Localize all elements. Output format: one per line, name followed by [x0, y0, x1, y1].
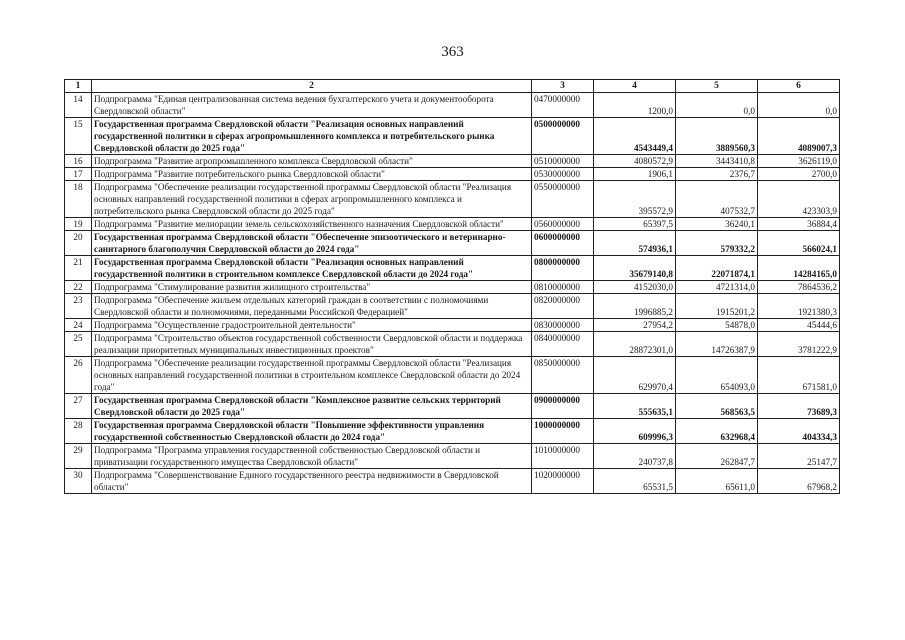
row-number: 20	[65, 231, 92, 256]
amount-col-6: 73689,3	[758, 394, 840, 419]
table-body	[65, 93, 840, 494]
amount-col-4: 35679140,8	[594, 256, 676, 281]
table-row	[65, 294, 840, 319]
target-code: 0830000000	[532, 319, 594, 332]
amount-col-6: 671581,0	[758, 357, 840, 394]
amount-col-6: 1921380,3	[758, 294, 840, 319]
table-row	[65, 155, 840, 168]
amount-col-5: 654093,0	[676, 357, 758, 394]
target-code: 0850000000	[532, 357, 594, 394]
amount-col-6: 45444,6	[758, 319, 840, 332]
row-number: 28	[65, 419, 92, 444]
page-number: 363	[441, 44, 464, 60]
amount-col-5: 579332,2	[676, 231, 758, 256]
program-name: Государственная программа Свердловской области "Реализация основных направлений государственной политики в строительном комплексе Свердловской области до 2024 года"	[92, 256, 532, 281]
amount-col-5: 3889560,3	[676, 118, 758, 155]
amount-col-5: 0,0	[676, 93, 758, 118]
target-code: 1020000000	[532, 469, 594, 494]
target-code: 0550000000	[532, 181, 594, 218]
program-name: Подпрограмма "Обеспечение реализации государственной программы Свердловской области "Реализация основных направлений государственной политики в сферах агропромышленного комплекса и потребительского рынка Свердловской области до 2025 года"	[92, 181, 532, 218]
program-name: Подпрограмма "Развитие агропромышленного комплекса Свердловской области"	[92, 155, 532, 168]
amount-col-4: 395572,9	[594, 181, 676, 218]
table-row	[65, 281, 840, 294]
target-code: 0560000000	[532, 218, 594, 231]
amount-col-4: 240737,8	[594, 444, 676, 469]
table-row	[65, 444, 840, 469]
amount-col-5: 54878,0	[676, 319, 758, 332]
amount-col-6: 2700,0	[758, 168, 840, 181]
program-name: Подпрограмма "Обеспечение реализации государственной программы Свердловской области "Реализация основных направлений государственной политики в строительном комплексе Свердловской области до 2024 года"	[92, 357, 532, 394]
row-number: 21	[65, 256, 92, 281]
table-row	[65, 218, 840, 231]
amount-col-6: 7864536,2	[758, 281, 840, 294]
row-number: 26	[65, 357, 92, 394]
row-number: 14	[65, 93, 92, 118]
target-code: 0600000000	[532, 231, 594, 256]
program-name: Подпрограмма "Совершенствование Единого государственного реестра недвижимости в Свердловской области"	[92, 469, 532, 494]
amount-col-5: 262847,7	[676, 444, 758, 469]
amount-col-4: 27954,2	[594, 319, 676, 332]
program-name: Государственная программа Свердловской области "Реализация основных направлений государственной политики в сферах агропромышленного комплекса и потребительского рынка Свердловской области до 2025 года"	[92, 118, 532, 155]
table-row	[65, 168, 840, 181]
amount-col-4: 574936,1	[594, 231, 676, 256]
amount-col-5: 3443410,8	[676, 155, 758, 168]
row-number: 25	[65, 332, 92, 357]
amount-col-5: 36240,1	[676, 218, 758, 231]
row-number: 27	[65, 394, 92, 419]
budget-table	[64, 79, 840, 494]
program-name: Подпрограмма "Стимулирование развития жилищного строительства"	[92, 281, 532, 294]
amount-col-4: 555635,1	[594, 394, 676, 419]
amount-col-6: 3626119,0	[758, 155, 840, 168]
column-header: 3	[532, 80, 594, 93]
amount-col-4: 4152030,0	[594, 281, 676, 294]
target-code: 0500000000	[532, 118, 594, 155]
program-name: Подпрограмма "Осуществление градостроительной деятельности"	[92, 319, 532, 332]
table-row	[65, 256, 840, 281]
amount-col-4: 28872301,0	[594, 332, 676, 357]
table-row	[65, 181, 840, 218]
column-header: 6	[758, 80, 840, 93]
target-code: 0820000000	[532, 294, 594, 319]
amount-col-5: 407532,7	[676, 181, 758, 218]
table-row	[65, 419, 840, 444]
row-number: 19	[65, 218, 92, 231]
target-code: 1000000000	[532, 419, 594, 444]
amount-col-4: 1906,1	[594, 168, 676, 181]
table-row	[65, 319, 840, 332]
amount-col-4: 1200,0	[594, 93, 676, 118]
program-name: Подпрограмма "Обеспечение жильем отдельных категорий граждан в соответствии с полномочиями Свердловской области и полномочиями, переданными Российской Федерацией"	[92, 294, 532, 319]
column-header: 2	[92, 80, 532, 93]
row-number: 16	[65, 155, 92, 168]
amount-col-6: 423303,9	[758, 181, 840, 218]
row-number: 24	[65, 319, 92, 332]
target-code: 1010000000	[532, 444, 594, 469]
table-row	[65, 93, 840, 118]
target-code: 0800000000	[532, 256, 594, 281]
amount-col-4: 65531,5	[594, 469, 676, 494]
amount-col-6: 566024,1	[758, 231, 840, 256]
row-number: 18	[65, 181, 92, 218]
row-number: 30	[65, 469, 92, 494]
program-name: Государственная программа Свердловской области "Повышение эффективности управления государственной собственностью Свердловской области до 2024 года"	[92, 419, 532, 444]
target-code: 0470000000	[532, 93, 594, 118]
amount-col-4: 65397,5	[594, 218, 676, 231]
row-number: 22	[65, 281, 92, 294]
table-row	[65, 118, 840, 155]
amount-col-4: 629970,4	[594, 357, 676, 394]
target-code: 0840000000	[532, 332, 594, 357]
program-name: Подпрограмма "Развитие мелиорации земель сельскохозяйственного назначения Свердловской области"	[92, 218, 532, 231]
row-number: 29	[65, 444, 92, 469]
amount-col-5: 2376,7	[676, 168, 758, 181]
column-number-row	[65, 80, 840, 93]
table-row	[65, 332, 840, 357]
amount-col-5: 632968,4	[676, 419, 758, 444]
program-name: Государственная программа Свердловской области "Комплексное развитие сельских территорий Свердловской области до 2025 года"	[92, 394, 532, 419]
program-name: Подпрограмма "Развитие потребительского рынка Свердловской области"	[92, 168, 532, 181]
amount-col-5: 1915201,2	[676, 294, 758, 319]
amount-col-5: 22071874,1	[676, 256, 758, 281]
amount-col-4: 1996885,2	[594, 294, 676, 319]
amount-col-4: 4080572,9	[594, 155, 676, 168]
amount-col-6: 36884,4	[758, 218, 840, 231]
program-name: Подпрограмма "Программа управления государственной собственностью Свердловской области и приватизации государственного имущества Свердловской области"	[92, 444, 532, 469]
column-header: 4	[594, 80, 676, 93]
amount-col-6: 25147,7	[758, 444, 840, 469]
amount-col-6: 0,0	[758, 93, 840, 118]
amount-col-5: 65611,0	[676, 469, 758, 494]
table-row	[65, 231, 840, 256]
target-code: 0900000000	[532, 394, 594, 419]
row-number: 23	[65, 294, 92, 319]
amount-col-6: 4089007,3	[758, 118, 840, 155]
program-name: Подпрограмма "Строительство объектов государственной собственности Свердловской области и поддержка реализации приоритетных муниципальных инвестиционных проектов"	[92, 332, 532, 357]
target-code: 0530000000	[532, 168, 594, 181]
table-row	[65, 469, 840, 494]
row-number: 17	[65, 168, 92, 181]
amount-col-5: 14726387,9	[676, 332, 758, 357]
amount-col-4: 609996,3	[594, 419, 676, 444]
row-number: 15	[65, 118, 92, 155]
column-header: 5	[676, 80, 758, 93]
program-name: Государственная программа Свердловской области "Обеспечение эпизоотического и ветеринарно-санитарного благополучия Свердловской области до 2024 года"	[92, 231, 532, 256]
table-row	[65, 394, 840, 419]
amount-col-5: 568563,5	[676, 394, 758, 419]
target-code: 0810000000	[532, 281, 594, 294]
amount-col-6: 67968,2	[758, 469, 840, 494]
amount-col-5: 4721314,0	[676, 281, 758, 294]
column-header: 1	[65, 80, 92, 93]
target-code: 0510000000	[532, 155, 594, 168]
amount-col-4: 4543449,4	[594, 118, 676, 155]
amount-col-6: 404334,3	[758, 419, 840, 444]
amount-col-6: 3781222,9	[758, 332, 840, 357]
amount-col-6: 14284165,0	[758, 256, 840, 281]
table-row	[65, 357, 840, 394]
program-name: Подпрограмма "Единая централизованная система ведения бухгалтерского учета и документооборота Свердловской области"	[92, 93, 532, 118]
